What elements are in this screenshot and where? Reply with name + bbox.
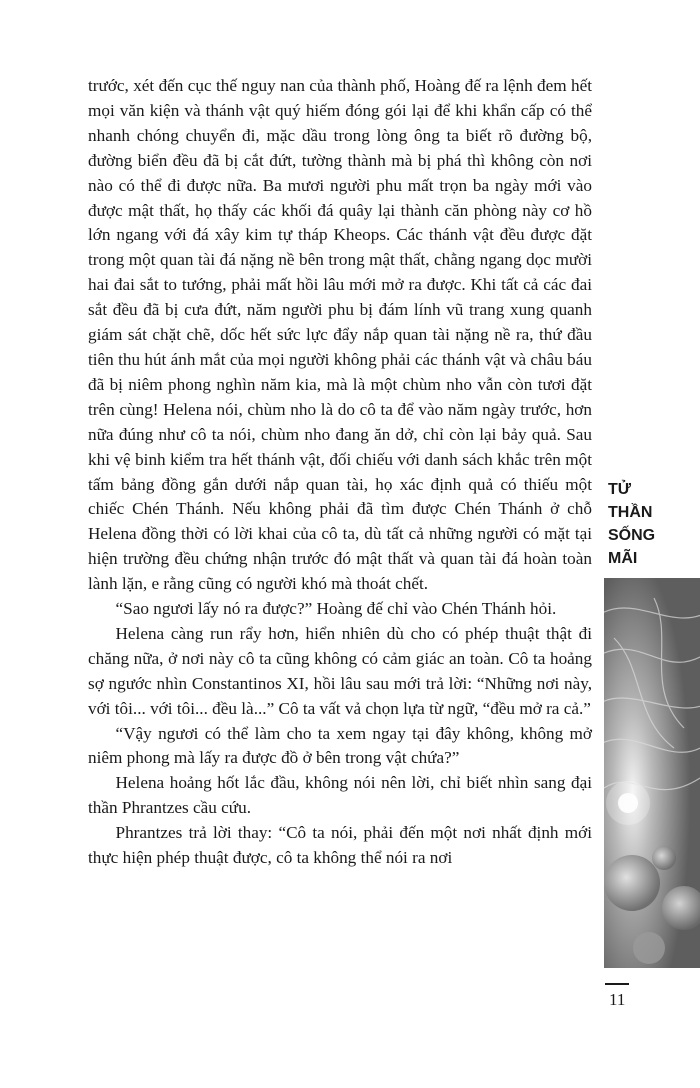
paragraph: Phrantzes trả lời thay: “Cô ta nói, phải đến một nơi nhất định mới thực hiện phép thuật được, cô ta không thể nói ra nơi [88,823,592,868]
book-title [608,478,688,570]
book-title-line: MÃI [608,550,638,567]
page-number-rule [605,983,629,985]
page-number: 11 [609,990,626,1009]
book-title-line: SỐNG [608,527,656,544]
body-text [88,74,592,871]
paragraph: trước, xét đến cục thế nguy nan của thành phố, Hoàng đế ra lệnh đem hết mọi văn kiện và thánh vật quý hiếm đóng gói lại để khi khẩn cấp có thể nhanh chóng chuyển đi, mặc dầu trong lòng ông ta biết rõ đường bộ, đường biển đều đã bị cắt đứt, tường thành mà bị phá thì không còn nơi nào có thể đi được nữa. Ba mươi người phu mất trọn ba ngày mới vào được mật thất, họ thấy các khối đá quây lại thành căn phòng này cơ hồ lớn ngang với đá xây kim tự tháp Kheops. Các thánh vật đều được đặt trong một quan tài đá nặng nề bên trong mật thất, chằng ngang dọc mười hai đai sắt to tướng, phải mất hồi lâu mới mở ra được. Khi tất cả các đai sắt đều đã bị cưa đứt, năm người phu bị đám lính vũ trang xung quanh giám sát chặt chẽ, dốc hết sức lực đẩy nắp quan tài nặng nề ra, thứ đầu tiên thu hút ánh mắt của mọi người không phải các thánh vật và châu báu đã bị niêm phong nghìn năm kia, mà là một chùm nho vẫn còn tươi đặt trên cùng! Helena nói, chùm nho là do cô ta để vào năm ngày trước, hơn nữa đúng như cô ta nói, chùm nho đang ăn dở, chỉ còn lại bảy quả. Sau khi vệ binh kiểm tra hết thánh vật, đối chiếu với danh sách khắc trên một tấm bảng đồng gắn dưới nắp quan tài, họ xác định quả có thiếu một chiếc Chén Thánh. Nếu không phải đã tìm được Chén Thánh ở chỗ Helena đồng thời có lời khai của cô ta, dù tất cả những người có mặt tại hiện trường đều chứng nhận trước đó mật thất và quan tài đá hoàn toàn lành lặn, e rằng cũng có người khó mà thoát chết. [88,76,592,594]
paragraph: Helena càng run rẩy hơn, hiển nhiên dù cho có phép thuật thật đi chăng nữa, ở nơi này cô ta cũng không có cảm giác an toàn. Cô ta hoảng sợ ngước nhìn Constantinos XI, hồi lâu sau mới trả lời: “Những nơi này, với tôi... với tôi... đều là...” Cô ta vất vả chọn lựa từ ngữ, “đều mở ra cả.” [88,623,592,718]
paragraph: “Vậy ngươi có thể làm cho ta xem ngay tại đây không, không mở niêm phong mà lấy ra được đồ ở bên trong vật chứa?” [88,723,592,768]
decorative-side-image [604,578,700,968]
paragraph: Helena hoảng hốt lắc đầu, không nói nên lời, chỉ biết nhìn sang đại thần Phrantzes cầu cứu. [88,773,592,818]
paragraph: “Sao ngươi lấy nó ra được?” Hoàng đế chỉ vào Chén Thánh hỏi. [115,599,557,619]
cosmic-swirl-illustration [604,578,700,968]
book-title-line: THẦN [608,504,653,521]
book-title-line: TỬ [608,481,632,498]
